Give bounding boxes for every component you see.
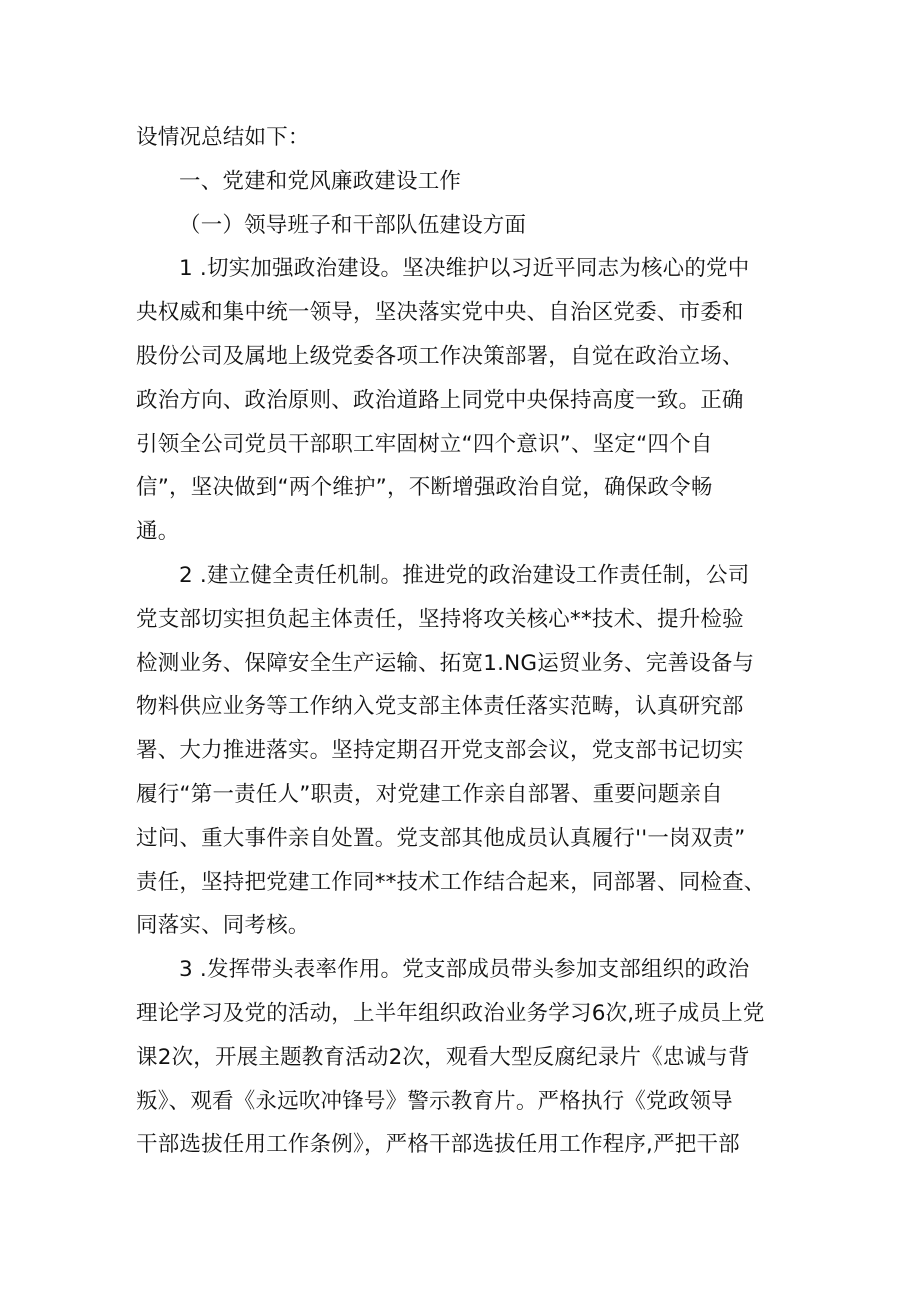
paragraph-2-line: 署、大力推进落实。坚持定期召开党支部会议，党支部书记切实 bbox=[136, 738, 744, 764]
paragraph-3-line: 课2次，开展主题教育活动2次，观看大型反腐纪录片《忠诚与背 bbox=[136, 1044, 750, 1070]
paragraph-3-line: 理论学习及党的活动，上半年组织政治业务学习6次,班子成员上党 bbox=[136, 1000, 765, 1026]
subsection-heading: （一）领导班子和干部队伍建设方面 bbox=[179, 212, 527, 238]
paragraph-3-line: 叛》、观看《永远吹冲锋号》警示教育片。严格执行《党政领导 bbox=[136, 1088, 733, 1114]
paragraph-2-line: 物料供应业务等工作纳入党支部主体责任落实范畴，认真研究部 bbox=[136, 694, 744, 720]
paragraph-2-line: 过问、重大事件亲自处置。党支部其他成员认真履行''一岗双责” bbox=[136, 825, 746, 851]
paragraph-1-line: 引领全公司党员干部职工牢固树立“四个意识”、坚定“四个自 bbox=[136, 431, 713, 457]
paragraph-3-line: 干部选拔任用工作条例》，严格干部选拔任用工作程序,严把干部 bbox=[136, 1132, 740, 1158]
paragraph-1-line: 通。 bbox=[136, 519, 180, 545]
paragraph-2-line: 党支部切实担负起主体责任，坚持将攻关核心**技术、提升检验 bbox=[136, 606, 744, 632]
paragraph-2-line: 履行“第一责任人”职责，对党建工作亲自部署、重要问题亲自 bbox=[136, 781, 723, 807]
paragraph-2-line: 责任，坚持把党建工作同**技术工作结合起来，同部署、同检查、 bbox=[136, 869, 766, 895]
paragraph-1-line: 信”，坚决做到“两个维护”，不断增强政治自觉，确保政令畅 bbox=[136, 475, 713, 501]
paragraph-2-line: 同落实、同考核。 bbox=[136, 913, 310, 939]
document-body bbox=[136, 116, 792, 1167]
paragraph-2-line: 检测业务、保障安全生产运输、拓宽1.NG运贸业务、完善设备与 bbox=[136, 650, 755, 676]
text-line: 设情况总结如下： bbox=[136, 125, 310, 150]
paragraph-2-line: 2 .建立健全责任机制。推进党的政治建设工作责任制，公司 bbox=[179, 562, 750, 588]
paragraph-3-line: 3 .发挥带头表率作用。党支部成员带头参加支部组织的政治 bbox=[179, 957, 750, 983]
paragraph-1-line: 政治方向、政治原则、政治道路上同党中央保持高度一致。正确 bbox=[136, 387, 744, 413]
paragraph-1-line: 股份公司及属地上级党委各项工作决策部署，自觉在政治立场、 bbox=[136, 343, 744, 369]
paragraph-1-line: 央权威和集中统一领导，坚决落实党中央、自治区党委、市委和 bbox=[136, 300, 744, 326]
paragraph-1-line: 1 .切实加强政治建设。坚决维护以习近平同志为核心的党中 bbox=[179, 256, 750, 282]
section-heading: 一、党建和党风廉政建设工作 bbox=[179, 168, 462, 194]
